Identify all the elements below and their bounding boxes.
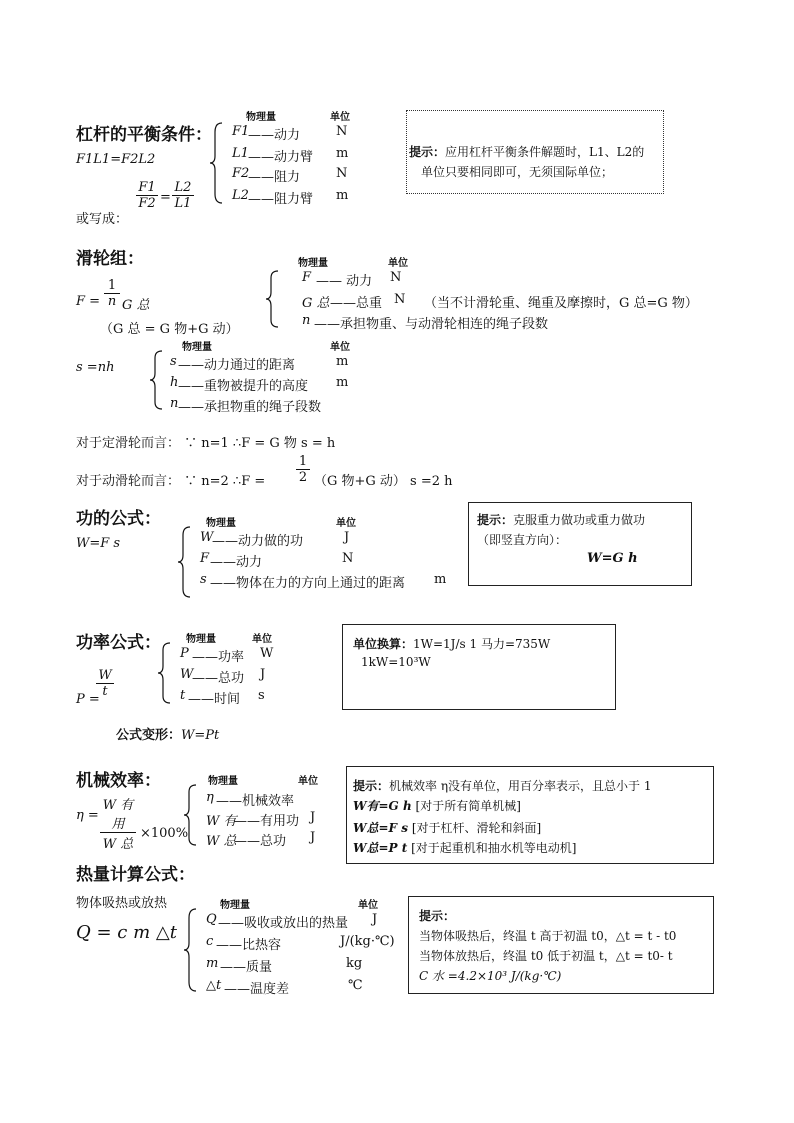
lever-header-unit: 单位 bbox=[330, 112, 350, 123]
pulley-row-unit: N bbox=[394, 292, 406, 307]
lever-tip-line1: 提示：应用杠杆平衡条件解题时，L1、L2的 bbox=[409, 145, 645, 159]
lever-row-desc: ——阻力臂 bbox=[248, 192, 314, 207]
lever-row-unit: m bbox=[336, 146, 349, 161]
formula-variant-label: 公式变形： bbox=[116, 728, 182, 743]
work-row-unit: J bbox=[344, 530, 350, 545]
pulley-row-desc: ——总重 bbox=[330, 296, 383, 311]
power-unit-box bbox=[342, 624, 616, 710]
pulley2-row-symbol: s bbox=[170, 354, 177, 369]
pulley-brace bbox=[266, 270, 280, 328]
pulley-title: 滑轮组： bbox=[76, 249, 144, 269]
pulley-header-quantity: 物理量 bbox=[298, 258, 328, 269]
pulley2-row-symbol: n bbox=[170, 396, 179, 411]
lever-row-desc: ——动力臂 bbox=[248, 150, 314, 165]
power-box-line1: 单位换算：1W=1J/s 1 马力=735W bbox=[353, 637, 551, 651]
heat-row-symbol: Q bbox=[206, 912, 217, 927]
work-tip-line1: 提示：克服重力做功或重力做功 bbox=[477, 513, 646, 527]
pulley-row-symbol: F bbox=[302, 270, 312, 285]
work-header-quantity: 物理量 bbox=[206, 518, 236, 529]
pulley-g-note: （G 总 = G 物+G 动） bbox=[100, 322, 239, 337]
heat-row-unit: J/(kg·℃) bbox=[340, 934, 395, 949]
lever-fraction-right: $\frac{L2}{L1}$ bbox=[172, 180, 194, 211]
heat-row-unit: ℃ bbox=[348, 978, 363, 993]
power-title: 功率公式： bbox=[76, 633, 161, 653]
pulley-force-eq: F = bbox=[76, 294, 101, 309]
moving-pulley-rest: （G 物+G 动） s =2 h bbox=[314, 474, 453, 489]
work-row-unit: N bbox=[342, 551, 354, 566]
lever-row-symbol: L1 bbox=[232, 146, 249, 161]
pulley2-row-symbol: h bbox=[170, 375, 179, 390]
pulley2-row-unit: m bbox=[336, 375, 349, 390]
heat-row-desc: ——温度差 bbox=[224, 982, 290, 997]
efficiency-title: 机械效率： bbox=[76, 771, 161, 791]
efficiency-equation: η = bbox=[76, 808, 99, 823]
lever-equation: F1L1=F2L2 bbox=[76, 152, 156, 167]
efficiency-tip-box bbox=[346, 766, 714, 864]
efficiency-row-symbol: W 总 bbox=[206, 834, 237, 849]
work-tip-formula: W=G h bbox=[587, 551, 638, 566]
heat-row-desc: ——质量 bbox=[220, 960, 273, 975]
efficiency-header-unit: 单位 bbox=[298, 776, 318, 787]
efficiency-row-desc: ——机械效率 bbox=[216, 794, 295, 809]
efficiency-tip-line4: W总=P t [对于起重机和抽水机等电动机] bbox=[353, 841, 577, 855]
efficiency-brace bbox=[184, 784, 198, 846]
unit-conversion-label: 单位换算： bbox=[353, 637, 414, 651]
power-header-unit: 单位 bbox=[252, 634, 272, 645]
heat-tip-line3: C 水 =4.2×10³ J/(kg·℃) bbox=[419, 969, 562, 983]
efficiency-header-quantity: 物理量 bbox=[208, 776, 238, 787]
heat-brace bbox=[184, 908, 198, 992]
lever-row-unit: N bbox=[336, 124, 348, 139]
work-row-desc: ——动力做的功 bbox=[212, 534, 304, 549]
pulley-row-desc: ——承担物重、与动滑轮相连的绳子段数 bbox=[314, 317, 549, 332]
tip-label: 提示： bbox=[409, 145, 446, 159]
power-equation: P = bbox=[76, 692, 100, 707]
pulley-row-unit: N bbox=[390, 270, 402, 285]
heat-row-unit: kg bbox=[346, 956, 363, 971]
tip-label: 提示： bbox=[477, 513, 514, 527]
heat-tip-line1: 当物体吸热后，终温 t 高于初温 t0，△t = t - t0 bbox=[419, 929, 677, 943]
efficiency-tip-line1: 提示：机械效率 η没有单位，用百分率表示，且总小于 1 bbox=[353, 779, 652, 793]
lever-header-quantity: 物理量 bbox=[246, 112, 276, 123]
heat-row-symbol: △t bbox=[206, 978, 222, 993]
work-header-unit: 单位 bbox=[336, 518, 356, 529]
heat-row-unit: J bbox=[372, 912, 378, 927]
pulley2-row-desc: ——重物被提升的高度 bbox=[178, 379, 309, 394]
power-row-desc: ——时间 bbox=[188, 692, 241, 707]
power-variant: 公式变形：W=Pt bbox=[116, 728, 220, 743]
work-title: 功的公式： bbox=[76, 509, 161, 529]
efficiency-tip-line3: W总=F s [对于杠杆、滑轮和斜面] bbox=[353, 821, 542, 835]
moving-pulley-fraction: $\frac{1}{2}$ bbox=[296, 454, 310, 485]
efficiency-row-symbol: η bbox=[206, 790, 214, 805]
lever-tip-line2: 单位只要相同即可，无须国际单位； bbox=[421, 165, 614, 179]
efficiency-fraction: W 有用 W 总 bbox=[100, 794, 136, 852]
lever-row-desc: ——阻力 bbox=[248, 170, 301, 185]
lever-tip-box bbox=[406, 110, 664, 194]
lever-row-symbol: L2 bbox=[232, 188, 249, 203]
fixed-pulley-line: 对于定滑轮而言： ∵ n=1 ∴F = G 物 s = h bbox=[76, 436, 336, 451]
power-row-desc: ——功率 bbox=[192, 650, 245, 665]
lever-row-unit: N bbox=[336, 166, 348, 181]
lever-brace bbox=[210, 122, 224, 204]
power-row-unit: s bbox=[258, 688, 265, 703]
pulley2-row-unit: m bbox=[336, 354, 349, 369]
pulley-header-unit: 单位 bbox=[388, 258, 408, 269]
efficiency-tip-line2: W有=G h [对于所有简单机械] bbox=[353, 799, 521, 813]
work-tip-box bbox=[468, 502, 692, 586]
pulley-note: （当不计滑轮重、绳重及摩擦时，G 总=G 物） bbox=[424, 296, 698, 311]
pulley2-header-quantity: 物理量 bbox=[182, 342, 212, 353]
heat-subtitle: 物体吸热或放热 bbox=[76, 896, 168, 911]
work-row-symbol: W bbox=[200, 530, 214, 545]
power-header-quantity: 物理量 bbox=[186, 634, 216, 645]
work-tip-line2: （即竖直方向）： bbox=[477, 533, 568, 547]
lever-fraction-left: $\frac{F1}{F2}$ bbox=[136, 180, 158, 211]
work-row-symbol: s bbox=[200, 572, 207, 587]
lever-row-unit: m bbox=[336, 188, 349, 203]
efficiency-row-symbol: W 有 bbox=[206, 814, 237, 829]
lever-alt-label: 或写成： bbox=[76, 212, 129, 227]
pulley-fraction: $\frac{1}{n}$ bbox=[104, 278, 120, 309]
work-row-symbol: F bbox=[200, 551, 210, 566]
heat-header-unit: 单位 bbox=[358, 900, 378, 911]
efficiency-row-desc: ——有用功 bbox=[234, 814, 300, 829]
power-box-line2: 1kW=10³W bbox=[361, 655, 431, 669]
tip-label: 提示： bbox=[419, 909, 456, 923]
heat-header-quantity: 物理量 bbox=[220, 900, 250, 911]
equals-sign: = bbox=[160, 190, 171, 205]
pulley2-row-desc: ——承担物重的绳子段数 bbox=[178, 400, 322, 415]
lever-row-desc: ——动力 bbox=[248, 128, 301, 143]
pulley2-header-unit: 单位 bbox=[330, 342, 350, 353]
pulley-row-desc: —— 动力 bbox=[316, 274, 373, 289]
pulley-row-symbol: G 总 bbox=[302, 296, 330, 311]
efficiency-row-unit: J bbox=[310, 830, 316, 845]
moving-pulley-line: 对于动滑轮而言： ∵ n=2 ∴F = bbox=[76, 474, 266, 489]
lever-title: 杠杆的平衡条件： bbox=[76, 125, 212, 145]
power-row-symbol: W bbox=[180, 667, 194, 682]
pulley2-row-desc: ——动力通过的距离 bbox=[178, 358, 296, 373]
work-equation: W=F s bbox=[76, 536, 121, 551]
work-brace bbox=[178, 526, 192, 598]
heat-equation: Q = c m △t bbox=[76, 922, 177, 943]
pulley-g-total: G 总 bbox=[122, 298, 150, 313]
heat-title: 热量计算公式： bbox=[76, 865, 195, 885]
efficiency-percent: ×100% bbox=[140, 826, 189, 841]
power-row-unit: W bbox=[260, 646, 274, 661]
heat-tip-line2: 当物体放热后，终温 t0 低于初温 t，△t = t0- t bbox=[419, 949, 673, 963]
power-row-unit: J bbox=[260, 667, 266, 682]
lever-row-symbol: F2 bbox=[232, 166, 250, 181]
work-row-unit: m bbox=[434, 572, 447, 587]
power-fraction: $\frac{W}{t}$ bbox=[96, 668, 114, 699]
power-row-desc: ——总功 bbox=[192, 671, 245, 686]
work-row-desc: ——动力 bbox=[210, 555, 263, 570]
heat-row-symbol: m bbox=[206, 956, 219, 971]
heat-row-symbol: c bbox=[206, 934, 214, 949]
heat-row-desc: ——吸收或放出的热量 bbox=[218, 916, 349, 931]
pulley2-brace bbox=[150, 350, 164, 410]
power-brace bbox=[158, 642, 172, 704]
lever-row-symbol: F1 bbox=[232, 124, 250, 139]
tip-label: 提示： bbox=[353, 779, 390, 793]
power-row-symbol: t bbox=[180, 688, 186, 703]
efficiency-row-unit: J bbox=[310, 810, 316, 825]
heat-row-desc: ——比热容 bbox=[216, 938, 282, 953]
work-row-desc: ——物体在力的方向上通过的距离 bbox=[210, 576, 406, 591]
pulley-distance-eq: s =nh bbox=[76, 360, 115, 375]
heat-tip-box bbox=[408, 896, 714, 994]
power-row-symbol: P bbox=[180, 646, 189, 661]
pulley-row-symbol: n bbox=[302, 313, 311, 328]
efficiency-row-desc: ——总功 bbox=[234, 834, 287, 849]
